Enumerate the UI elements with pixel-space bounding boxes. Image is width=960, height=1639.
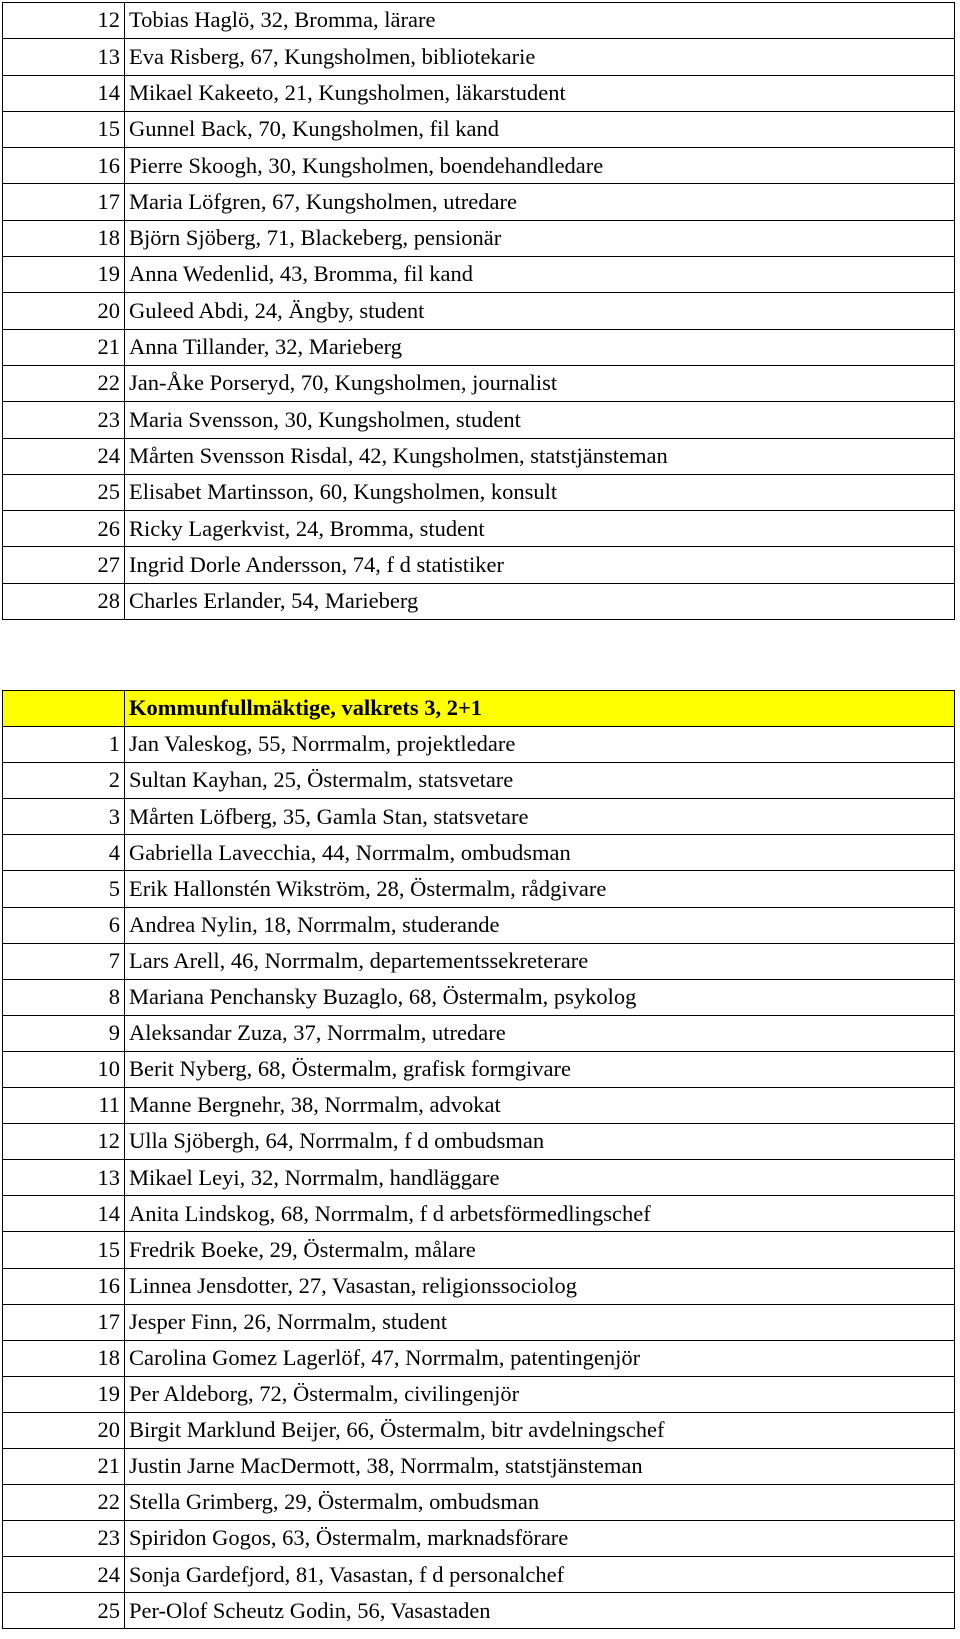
row-number: 21 [3, 329, 125, 365]
row-number: 4 [3, 835, 125, 871]
row-number: 18 [3, 1340, 125, 1376]
row-number: 24 [3, 438, 125, 474]
table-row [3, 583, 955, 619]
table-row [3, 1557, 955, 1593]
table-row [3, 75, 955, 111]
candidate-entry: Tobias Haglö, 32, Bromma, lärare [125, 3, 955, 39]
row-number: 3 [3, 799, 125, 835]
row-number: 23 [3, 402, 125, 438]
table-row [3, 907, 955, 943]
table-row [3, 943, 955, 979]
candidate-entry: Mariana Penchansky Buzaglo, 68, Östermalm, psykolog [125, 979, 955, 1015]
candidate-entry: Guleed Abdi, 24, Ängby, student [125, 293, 955, 329]
table-row [3, 763, 955, 799]
table-row [3, 511, 955, 547]
row-number: 8 [3, 979, 125, 1015]
candidate-entry: Spiridon Gogos, 63, Östermalm, marknadsförare [125, 1521, 955, 1557]
candidate-entry: Elisabet Martinsson, 60, Kungsholmen, konsult [125, 474, 955, 510]
candidate-entry: Manne Bergnehr, 38, Norrmalm, advokat [125, 1088, 955, 1124]
row-number: 17 [3, 1304, 125, 1340]
section-heading: Kommunfullmäktige, valkrets 3, 2+1 [125, 691, 955, 727]
candidate-entry: Mårten Svensson Risdal, 42, Kungsholmen, statstjänsteman [125, 438, 955, 474]
row-number: 12 [3, 1124, 125, 1160]
candidate-entry: Charles Erlander, 54, Marieberg [125, 583, 955, 619]
table-row [3, 438, 955, 474]
candidate-entry: Björn Sjöberg, 71, Blackeberg, pensionär [125, 220, 955, 256]
candidate-entry: Sonja Gardefjord, 81, Vasastan, f d personalchef [125, 1557, 955, 1593]
table-row [3, 257, 955, 293]
section-header-number-cell [3, 691, 125, 727]
section-header-row [3, 691, 955, 727]
candidate-entry: Gunnel Back, 70, Kungsholmen, fil kand [125, 111, 955, 147]
row-number: 5 [3, 871, 125, 907]
candidate-entry: Justin Jarne MacDermott, 38, Norrmalm, statstjänsteman [125, 1448, 955, 1484]
candidate-entry: Maria Löfgren, 67, Kungsholmen, utredare [125, 184, 955, 220]
candidate-entry: Jesper Finn, 26, Norrmalm, student [125, 1304, 955, 1340]
table-row [3, 474, 955, 510]
row-number: 13 [3, 1160, 125, 1196]
row-number: 21 [3, 1448, 125, 1484]
candidate-entry: Per-Olof Scheutz Godin, 56, Vasastaden [125, 1593, 955, 1629]
table-row [3, 111, 955, 147]
table-row [3, 1376, 955, 1412]
row-number: 15 [3, 111, 125, 147]
table-row [3, 799, 955, 835]
candidate-entry: Per Aldeborg, 72, Östermalm, civilingenjör [125, 1376, 955, 1412]
row-number: 20 [3, 1412, 125, 1448]
candidate-entry: Sultan Kayhan, 25, Östermalm, statsvetare [125, 763, 955, 799]
candidate-entry: Andrea Nylin, 18, Norrmalm, studerande [125, 907, 955, 943]
row-number: 13 [3, 39, 125, 75]
row-number: 19 [3, 1376, 125, 1412]
row-number: 25 [3, 474, 125, 510]
candidate-entry: Anna Tillander, 32, Marieberg [125, 329, 955, 365]
row-number: 16 [3, 148, 125, 184]
table-row [3, 727, 955, 763]
table-row [3, 220, 955, 256]
table-row [3, 547, 955, 583]
candidate-entry: Mikael Kakeeto, 21, Kungsholmen, läkarstudent [125, 75, 955, 111]
table-row [3, 39, 955, 75]
candidate-entry: Carolina Gomez Lagerlöf, 47, Norrmalm, patentingenjör [125, 1340, 955, 1376]
row-number: 7 [3, 943, 125, 979]
row-number: 27 [3, 547, 125, 583]
candidate-entry: Anita Lindskog, 68, Norrmalm, f d arbetsförmedlingschef [125, 1196, 955, 1232]
table-row [3, 979, 955, 1015]
row-number: 18 [3, 220, 125, 256]
row-number: 20 [3, 293, 125, 329]
candidate-table-2 [2, 690, 955, 1629]
row-number: 24 [3, 1557, 125, 1593]
candidate-entry: Jan Valeskog, 55, Norrmalm, projektledare [125, 727, 955, 763]
table-row [3, 1232, 955, 1268]
candidate-entry: Mårten Löfberg, 35, Gamla Stan, statsvetare [125, 799, 955, 835]
table-row [3, 293, 955, 329]
table-row [3, 1124, 955, 1160]
candidate-entry: Aleksandar Zuza, 37, Norrmalm, utredare [125, 1015, 955, 1051]
candidate-entry: Ricky Lagerkvist, 24, Bromma, student [125, 511, 955, 547]
row-number: 17 [3, 184, 125, 220]
candidate-entry: Maria Svensson, 30, Kungsholmen, student [125, 402, 955, 438]
table-row [3, 1088, 955, 1124]
candidate-entry: Linnea Jensdotter, 27, Vasastan, religionssociolog [125, 1268, 955, 1304]
table-row [3, 329, 955, 365]
row-number: 28 [3, 583, 125, 619]
candidate-entry: Lars Arell, 46, Norrmalm, departementssekreterare [125, 943, 955, 979]
row-number: 14 [3, 75, 125, 111]
row-number: 11 [3, 1088, 125, 1124]
candidate-entry: Anna Wedenlid, 43, Bromma, fil kand [125, 257, 955, 293]
candidate-entry: Jan-Åke Porseryd, 70, Kungsholmen, journalist [125, 365, 955, 401]
table-row [3, 871, 955, 907]
table-row [3, 1015, 955, 1051]
candidate-entry: Erik Hallonstén Wikström, 28, Östermalm, rådgivare [125, 871, 955, 907]
table-row [3, 1268, 955, 1304]
table-row [3, 365, 955, 401]
candidate-entry: Stella Grimberg, 29, Östermalm, ombudsman [125, 1485, 955, 1521]
table-row [3, 1521, 955, 1557]
candidate-table-1 [2, 2, 955, 620]
table-row [3, 1485, 955, 1521]
row-number: 16 [3, 1268, 125, 1304]
row-number: 2 [3, 763, 125, 799]
row-number: 6 [3, 907, 125, 943]
row-number: 26 [3, 511, 125, 547]
table-row [3, 835, 955, 871]
table-row [3, 1448, 955, 1484]
candidate-entry: Fredrik Boeke, 29, Östermalm, målare [125, 1232, 955, 1268]
candidate-table-1-body [3, 3, 955, 620]
table-row [3, 1593, 955, 1629]
table-row [3, 1304, 955, 1340]
row-number: 15 [3, 1232, 125, 1268]
row-number: 9 [3, 1015, 125, 1051]
candidate-entry: Mikael Leyi, 32, Norrmalm, handläggare [125, 1160, 955, 1196]
table-row [3, 402, 955, 438]
candidate-entry: Eva Risberg, 67, Kungsholmen, bibliotekarie [125, 39, 955, 75]
candidate-entry: Pierre Skoogh, 30, Kungsholmen, boendehandledare [125, 148, 955, 184]
candidate-entry: Berit Nyberg, 68, Östermalm, grafisk formgivare [125, 1051, 955, 1087]
row-number: 22 [3, 365, 125, 401]
row-number: 14 [3, 1196, 125, 1232]
table-row [3, 1160, 955, 1196]
row-number: 19 [3, 257, 125, 293]
table-row [3, 1051, 955, 1087]
candidate-entry: Gabriella Lavecchia, 44, Norrmalm, ombudsman [125, 835, 955, 871]
table-row [3, 184, 955, 220]
row-number: 23 [3, 1521, 125, 1557]
table-row [3, 3, 955, 39]
table-row [3, 1412, 955, 1448]
candidate-entry: Ingrid Dorle Andersson, 74, f d statistiker [125, 547, 955, 583]
table-row [3, 1196, 955, 1232]
row-number: 22 [3, 1485, 125, 1521]
candidate-entry: Birgit Marklund Beijer, 66, Östermalm, bitr avdelningschef [125, 1412, 955, 1448]
row-number: 12 [3, 3, 125, 39]
row-number: 10 [3, 1051, 125, 1087]
table-row [3, 148, 955, 184]
row-number: 1 [3, 727, 125, 763]
candidate-entry: Ulla Sjöbergh, 64, Norrmalm, f d ombudsman [125, 1124, 955, 1160]
row-number: 25 [3, 1593, 125, 1629]
candidate-table-2-body [3, 691, 955, 1629]
table-row [3, 1340, 955, 1376]
